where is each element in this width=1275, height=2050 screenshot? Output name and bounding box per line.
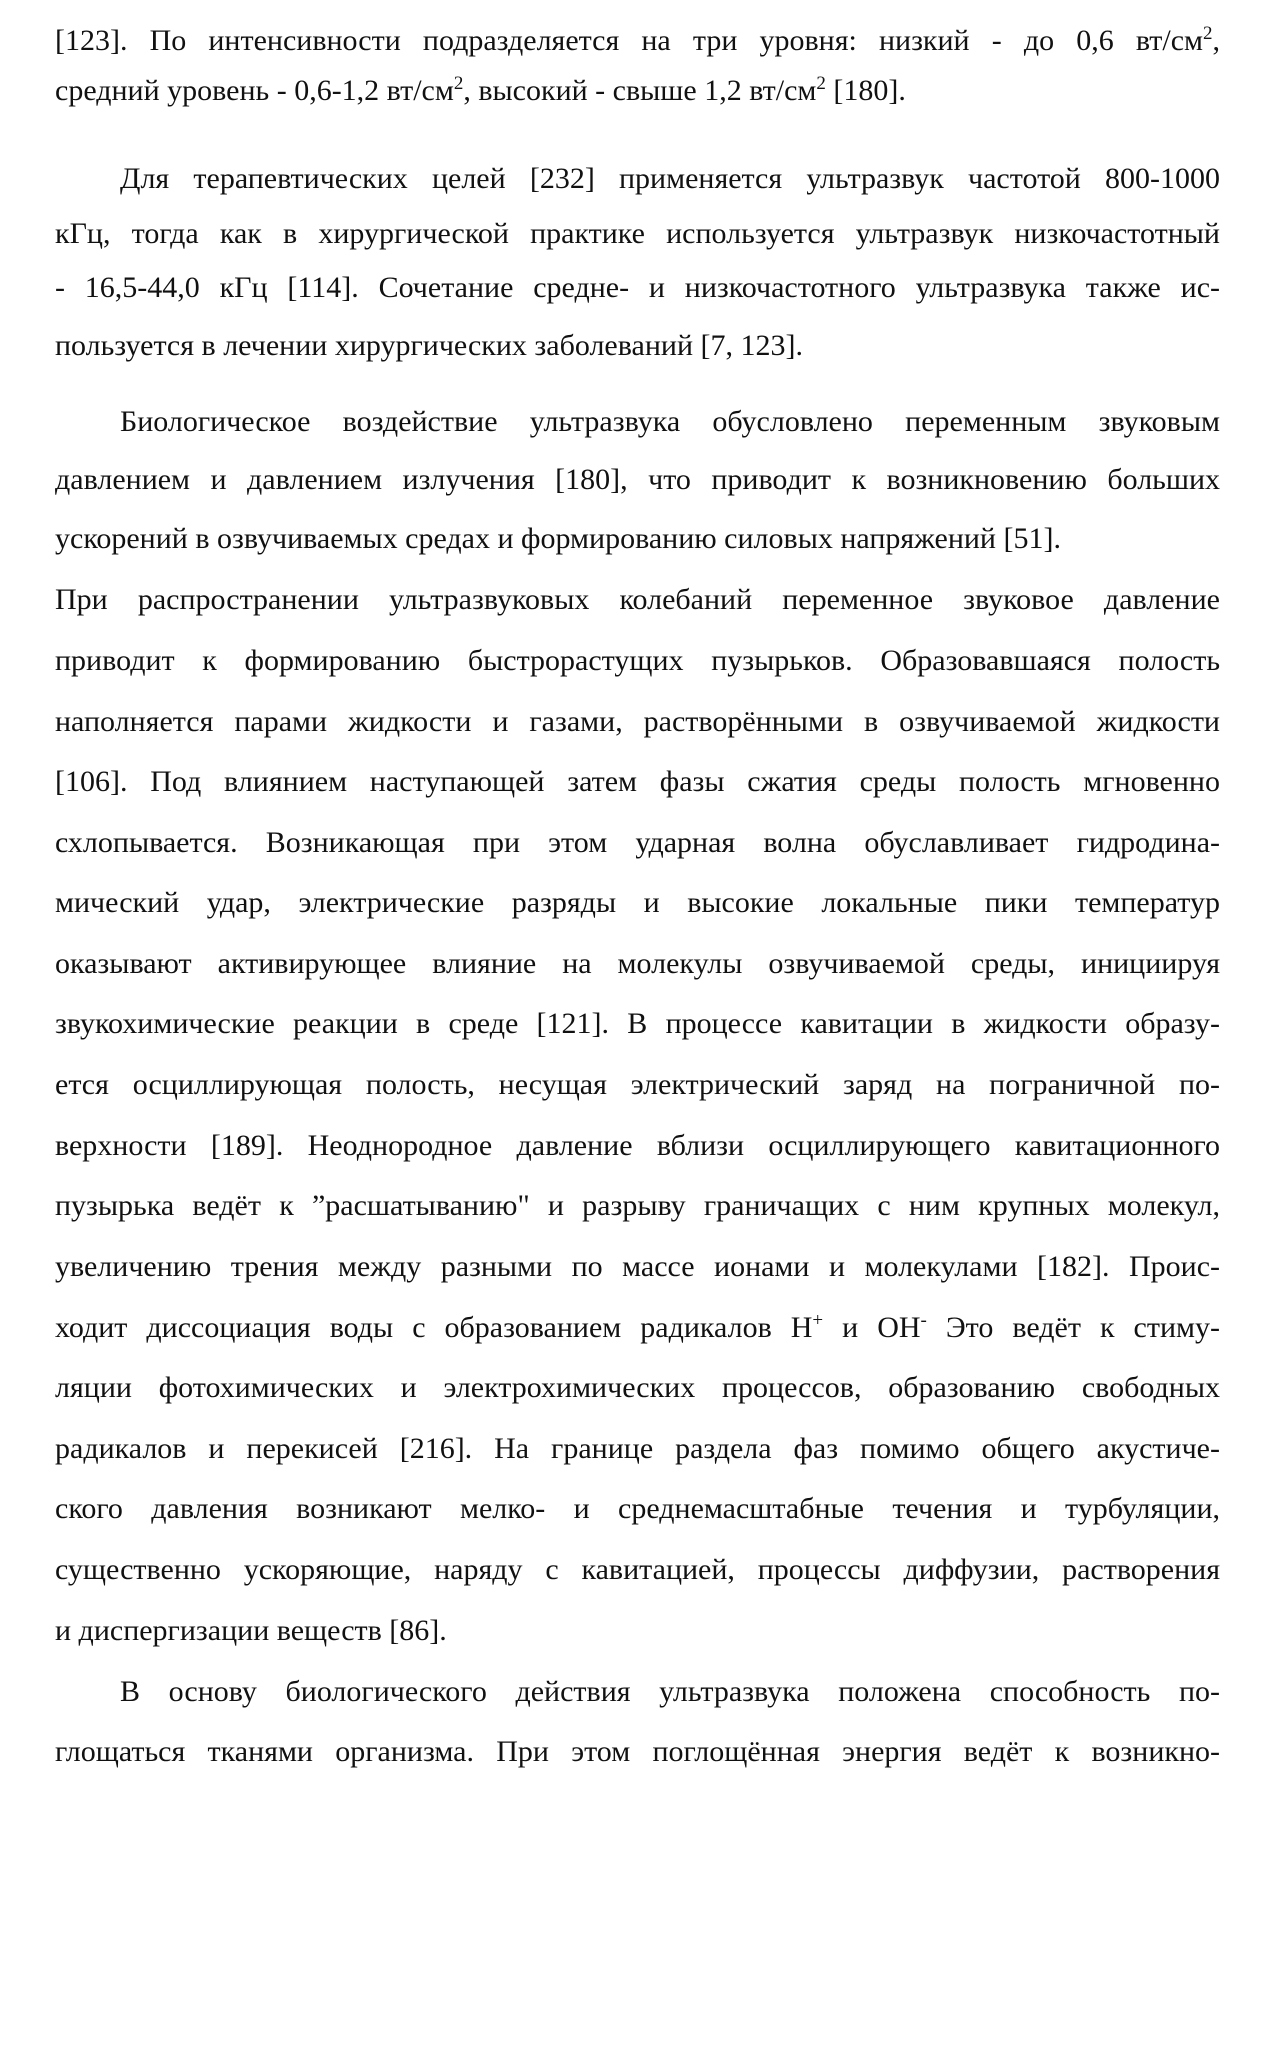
text-line: ского давления возникают мелко- и среднемасштабные течения и турбуляции, [55,1492,1220,1525]
text-line: верхности [189]. Неоднородное давление вблизи осциллирующего кавитационного [55,1129,1220,1162]
text-line: средний уровень - 0,6-1,2 $вт/см^2$, высокий - свыше 1,2 $вт/см^2$ [180]. [55,73,906,107]
text-line: В основу биологического действия ультразвука положена способность по- [120,1675,1220,1708]
text-line: ходит диссоциация воды с образованием радикалов H+ и OH- Это ведёт к стиму- [55,1310,1220,1344]
text-line: [106]. Под влиянием наступающей затем фазы сжатия среды полость мгновенно [55,765,1220,798]
text-line: мический удар, электрические разряды и высокие локальные пики температур [55,886,1220,919]
text-line: и диспергизации веществ [86]. [55,1614,447,1647]
text-line: ется осциллирующая полость, несущая электрический заряд на пограничной по- [55,1068,1220,1101]
text-line: приводит к формированию быстрорастущих пузырьков. Образовавшаяся полость [55,644,1220,677]
text-line: давлением и давлением излучения [180], что приводит к возникновению больших [55,463,1220,496]
text-line: При распространении ультразвуковых колебаний переменное звуковое давление [55,583,1220,616]
text-line: [123]. По интенсивности подразделяется на три уровня: низкий - до 0,6 $вт/см^2$, [55,23,1220,57]
text-line: Биологическое воздействие ультразвука обусловлено переменным звуковым [120,405,1220,438]
text-line: существенно ускоряющие, наряду с кавитацией, процессы диффузии, растворения [55,1553,1220,1586]
text-line: наполняется парами жидкости и газами, растворёнными в озвучиваемой жидкости [55,705,1220,738]
text-line: глощаться тканями организма. При этом поглощённая энергия ведёт к возникно- [55,1735,1220,1768]
text-line: - 16,5-44,0 кГц [114]. Сочетание средне- и низкочастотного ультразвука также ис- [55,271,1220,304]
text-line: пользуется в лечении хирургических заболеваний [7, 123]. [55,329,803,362]
text-line: звукохимические реакции в среде [121]. В процессе кавитации в жидкости образу- [55,1007,1220,1040]
text-line: оказывают активирующее влияние на молекулы озвучиваемой среды, инициируя [55,947,1220,980]
text-line: кГц, тогда как в хирургической практике используется ультразвук низкочастотный [55,217,1220,250]
text-line: ляции фотохимических и электрохимических процессов, образованию свободных [55,1371,1220,1404]
text-line: Для терапевтических целей [232] применяется ультразвук частотой 800-1000 [120,162,1220,195]
text-line: ускорений в озвучиваемых средах и формированию силовых напряжений [51]. [55,522,1061,555]
text-line: схлопывается. Возникающая при этом ударная волна обуславливает гидродина- [55,826,1220,859]
text-line: увеличению трения между разными по массе ионами и молекулами [182]. Проис- [55,1250,1220,1283]
text-line: радикалов и перекисей [216]. На границе раздела фаз помимо общего акустиче- [55,1432,1220,1465]
text-line: пузырька ведёт к ”расшатыванию" и разрыву граничащих с ним крупных молекул, [55,1189,1220,1222]
